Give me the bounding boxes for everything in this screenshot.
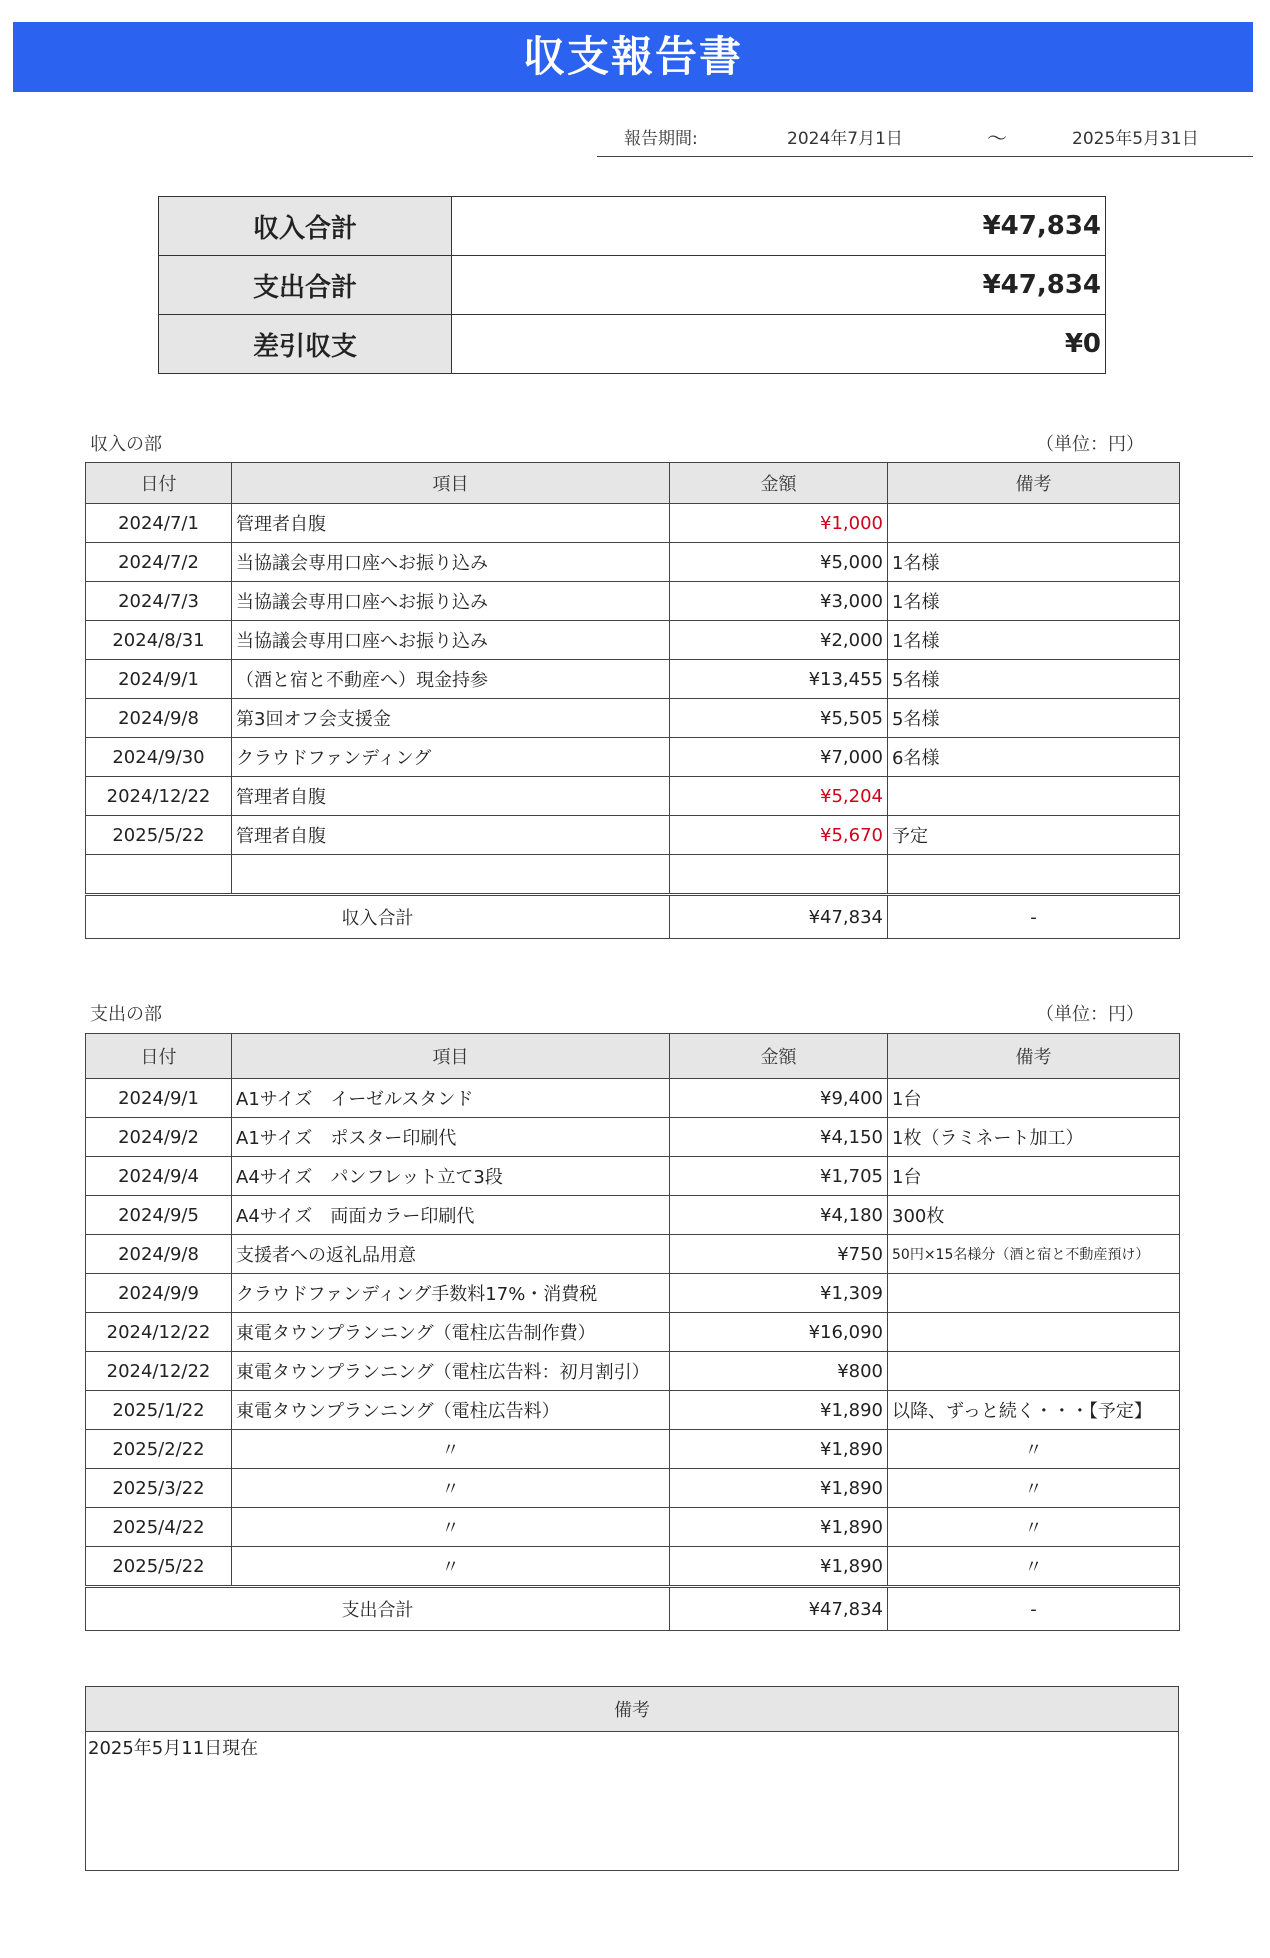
expense-item-cell: 〃 (232, 1430, 670, 1469)
expense-date-cell: 2024/9/5 (86, 1196, 232, 1235)
income-header-row (86, 463, 1180, 504)
expense-row (86, 1235, 1180, 1274)
income-date-cell: 2024/9/30 (86, 738, 232, 777)
expense-item-cell: 支援者への返礼品用意 (232, 1235, 670, 1274)
income-row (86, 543, 1180, 582)
summary-balance-value: ¥0 (452, 315, 1106, 374)
expense-total-amount: ¥47,834 (670, 1587, 888, 1631)
income-amount-cell: ¥5,000 (670, 543, 888, 582)
expense-row (86, 1508, 1180, 1547)
income-item-cell: （酒と宿と不動産へ）現金持参 (232, 660, 670, 699)
income-amount-cell: ¥3,000 (670, 582, 888, 621)
income-date-cell: 2024/12/22 (86, 777, 232, 816)
expense-amount-cell: ¥4,150 (670, 1118, 888, 1157)
summary-income-value: ¥47,834 (452, 197, 1106, 256)
income-date-cell: 2024/7/3 (86, 582, 232, 621)
expense-amount-cell: ¥1,890 (670, 1508, 888, 1547)
period-label: 報告期間: (624, 129, 698, 149)
report-title: 収支報告書 (13, 22, 1253, 92)
expense-row (86, 1118, 1180, 1157)
expense-note-cell: 〃 (888, 1508, 1180, 1547)
income-total-label: 収入合計 (86, 895, 670, 939)
summary-balance-label: 差引収支 (159, 315, 452, 374)
expense-date-cell: 2025/1/22 (86, 1391, 232, 1430)
income-row (86, 699, 1180, 738)
income-header-date: 日付 (86, 463, 232, 504)
expense-item-cell: A1サイズ ポスター印刷代 (232, 1118, 670, 1157)
expense-item-cell: A4サイズ パンフレット立て3段 (232, 1157, 670, 1196)
expense-row (86, 1469, 1180, 1508)
income-date-cell: 2024/7/2 (86, 543, 232, 582)
income-item-cell: 管理者自腹 (232, 777, 670, 816)
report-period (597, 118, 1253, 157)
expense-amount-cell: ¥750 (670, 1235, 888, 1274)
income-note-cell: 5名様 (888, 699, 1180, 738)
income-item-cell: 管理者自腹 (232, 504, 670, 543)
income-amount-cell: ¥7,000 (670, 738, 888, 777)
expense-note-cell: 300枚 (888, 1196, 1180, 1235)
expense-note-cell: 50円×15名様分（酒と宿と不動産預け） (888, 1235, 1180, 1274)
income-note-cell: 予定 (888, 816, 1180, 855)
expense-header-row (86, 1034, 1180, 1079)
expense-row (86, 1547, 1180, 1587)
expense-date-cell: 2025/5/22 (86, 1547, 232, 1587)
income-item-cell: 当協議会専用口座へお振り込み (232, 621, 670, 660)
income-header-amount: 金額 (670, 463, 888, 504)
income-amount-cell: ¥5,505 (670, 699, 888, 738)
income-total-amount: ¥47,834 (670, 895, 888, 939)
expense-item-cell: クラウドファンディング手数料17%・消費税 (232, 1274, 670, 1313)
expense-header-item: 項目 (232, 1034, 670, 1079)
expense-total-note: - (888, 1587, 1180, 1631)
income-item-cell: クラウドファンディング (232, 738, 670, 777)
income-item-cell: 管理者自腹 (232, 816, 670, 855)
income-date-cell (86, 855, 232, 895)
income-row (86, 738, 1180, 777)
expense-date-cell: 2024/9/2 (86, 1118, 232, 1157)
expense-item-cell: 東電タウンプランニング（電柱広告料：初月割引） (232, 1352, 670, 1391)
summary-row-income (159, 197, 1106, 256)
income-item-cell (232, 855, 670, 895)
period-start: 2024年7月1日 (787, 129, 903, 149)
expense-table (85, 1033, 1180, 1631)
notes-table (85, 1686, 1179, 1871)
expense-date-cell: 2025/3/22 (86, 1469, 232, 1508)
expense-section-label: 支出の部 (90, 1004, 162, 1025)
notes-text: 2025年5月11日現在 (86, 1732, 1179, 1871)
expense-amount-cell: ¥800 (670, 1352, 888, 1391)
expense-row (86, 1430, 1180, 1469)
income-amount-cell: ¥13,455 (670, 660, 888, 699)
income-amount-cell (670, 855, 888, 895)
summary-row-expense (159, 256, 1106, 315)
summary-table (158, 196, 1106, 374)
expense-total-label: 支出合計 (86, 1587, 670, 1631)
expense-date-cell: 2024/9/4 (86, 1157, 232, 1196)
income-header-item: 項目 (232, 463, 670, 504)
income-row (86, 504, 1180, 543)
expense-date-cell: 2024/12/22 (86, 1352, 232, 1391)
expense-amount-cell: ¥1,890 (670, 1547, 888, 1587)
expense-date-cell: 2024/12/22 (86, 1313, 232, 1352)
expense-item-cell: 〃 (232, 1547, 670, 1587)
income-table (85, 462, 1180, 939)
expense-header-amount: 金額 (670, 1034, 888, 1079)
expense-amount-cell: ¥9,400 (670, 1079, 888, 1118)
expense-item-cell: 〃 (232, 1469, 670, 1508)
expense-date-cell: 2025/2/22 (86, 1430, 232, 1469)
income-item-cell: 当協議会専用口座へお振り込み (232, 543, 670, 582)
income-note-cell (888, 777, 1180, 816)
expense-item-cell: A4サイズ 両面カラー印刷代 (232, 1196, 670, 1235)
income-amount-cell: ¥5,670 (670, 816, 888, 855)
income-amount-cell: ¥1,000 (670, 504, 888, 543)
income-item-cell: 当協議会専用口座へお振り込み (232, 582, 670, 621)
income-note-cell: 1名様 (888, 582, 1180, 621)
income-note-cell: 1名様 (888, 543, 1180, 582)
period-tilde: ～ (987, 126, 1007, 150)
expense-row (86, 1274, 1180, 1313)
expense-note-cell (888, 1313, 1180, 1352)
income-note-cell (888, 855, 1180, 895)
income-amount-cell: ¥2,000 (670, 621, 888, 660)
income-total-note: - (888, 895, 1180, 939)
period-end: 2025年5月31日 (1072, 129, 1199, 149)
expense-unit-label: （単位：円） (1036, 1004, 1144, 1025)
notes-header: 備考 (86, 1687, 1179, 1732)
income-row (86, 660, 1180, 699)
income-section-label: 収入の部 (90, 434, 162, 455)
expense-item-cell: A1サイズ イーゼルスタンド (232, 1079, 670, 1118)
expense-note-cell: 〃 (888, 1430, 1180, 1469)
expense-note-cell: 1枚（ラミネート加工） (888, 1118, 1180, 1157)
income-total-row (86, 895, 1180, 939)
expense-item-cell: 東電タウンプランニング（電柱広告制作費） (232, 1313, 670, 1352)
income-row (86, 582, 1180, 621)
expense-date-cell: 2024/9/9 (86, 1274, 232, 1313)
expense-row (86, 1196, 1180, 1235)
summary-expense-label: 支出合計 (159, 256, 452, 315)
expense-amount-cell: ¥16,090 (670, 1313, 888, 1352)
expense-note-cell: 1台 (888, 1157, 1180, 1196)
income-date-cell: 2025/5/22 (86, 816, 232, 855)
income-row (86, 855, 1180, 895)
expense-note-cell: 〃 (888, 1469, 1180, 1508)
expense-amount-cell: ¥1,705 (670, 1157, 888, 1196)
expense-row (86, 1157, 1180, 1196)
expense-note-cell: 1台 (888, 1079, 1180, 1118)
income-amount-cell: ¥5,204 (670, 777, 888, 816)
income-row (86, 777, 1180, 816)
expense-item-cell: 東電タウンプランニング（電柱広告料） (232, 1391, 670, 1430)
expense-item-cell: 〃 (232, 1508, 670, 1547)
expense-amount-cell: ¥1,890 (670, 1430, 888, 1469)
income-item-cell: 第3回オフ会支援金 (232, 699, 670, 738)
income-row (86, 816, 1180, 855)
summary-row-balance (159, 315, 1106, 374)
expense-row (86, 1352, 1180, 1391)
income-note-cell: 5名様 (888, 660, 1180, 699)
expense-amount-cell: ¥1,309 (670, 1274, 888, 1313)
income-note-cell (888, 504, 1180, 543)
expense-amount-cell: ¥4,180 (670, 1196, 888, 1235)
income-note-cell: 1名様 (888, 621, 1180, 660)
expense-amount-cell: ¥1,890 (670, 1469, 888, 1508)
expense-date-cell: 2024/9/8 (86, 1235, 232, 1274)
expense-amount-cell: ¥1,890 (670, 1391, 888, 1430)
expense-row (86, 1313, 1180, 1352)
income-row (86, 621, 1180, 660)
income-unit-label: （単位：円） (1036, 434, 1144, 455)
expense-note-cell: 〃 (888, 1547, 1180, 1587)
expense-note-cell (888, 1274, 1180, 1313)
income-date-cell: 2024/9/1 (86, 660, 232, 699)
expense-row (86, 1079, 1180, 1118)
income-header-note: 備考 (888, 463, 1180, 504)
expense-header-note: 備考 (888, 1034, 1180, 1079)
expense-date-cell: 2025/4/22 (86, 1508, 232, 1547)
expense-note-cell (888, 1352, 1180, 1391)
income-date-cell: 2024/8/31 (86, 621, 232, 660)
summary-income-label: 収入合計 (159, 197, 452, 256)
expense-date-cell: 2024/9/1 (86, 1079, 232, 1118)
expense-note-cell: 以降、ずっと続く・・・【予定】 (888, 1391, 1180, 1430)
expense-header-date: 日付 (86, 1034, 232, 1079)
expense-total-row (86, 1587, 1180, 1631)
income-date-cell: 2024/7/1 (86, 504, 232, 543)
income-date-cell: 2024/9/8 (86, 699, 232, 738)
summary-expense-value: ¥47,834 (452, 256, 1106, 315)
income-note-cell: 6名様 (888, 738, 1180, 777)
expense-row (86, 1391, 1180, 1430)
